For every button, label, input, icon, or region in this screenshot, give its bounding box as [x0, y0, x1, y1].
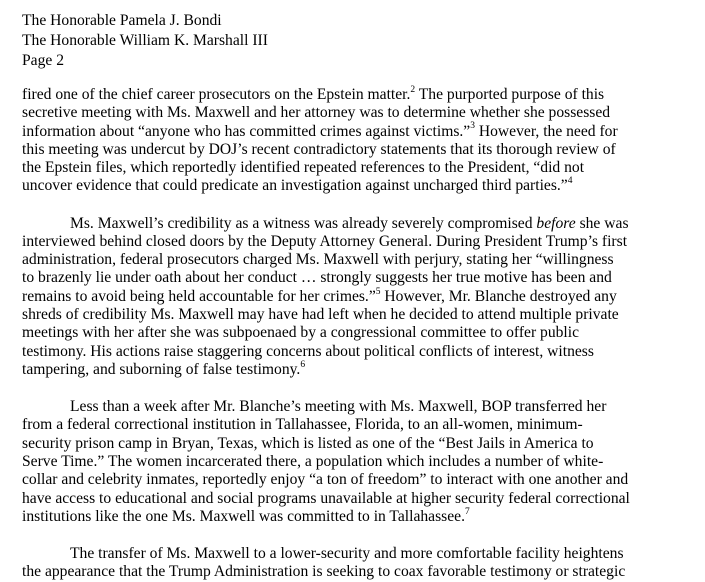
text-line: interviewed behind closed doors by the Deputy Attorney General. During President Trump’s first — [22, 232, 628, 250]
text-line: meetings with her after she was subpoenaed by a congressional committee to offer public — [22, 324, 580, 342]
paragraph-2 — [22, 215, 698, 380]
text-line: Ms. Maxwell’s credibility as a witness was already severely compromised before she was — [70, 214, 629, 232]
text-line: institutions like the one Ms. Maxwell was committed to in Tallahassee.$^7$ — [22, 506, 470, 525]
text-line: tampering, and suborning of false testimony.$^6$ — [22, 359, 306, 378]
footnote-ref-2[interactable]: 2 — [410, 84, 416, 95]
text-line: fired one of the chief career prosecutors on the Epstein matter.$^2$ The purported purpose of this — [22, 84, 605, 103]
letter-header — [22, 11, 268, 71]
paragraph-gap — [22, 379, 698, 398]
page-number: Page 2 — [22, 52, 65, 69]
text-line: collar and celebrity inmates, reportedly enjoy “a ton of freedom” to interact with one another and — [22, 471, 629, 489]
paragraph-4 — [22, 545, 698, 582]
text-line: to brazenly lie under oath about her conduct … strongly suggests her true motive has been and — [22, 269, 612, 287]
footnote-ref-7[interactable]: 7 — [464, 506, 470, 517]
paragraph-3 — [22, 398, 698, 526]
text-line: from a federal correctional institution in Tallahassee, Florida, to an all-women, minimum- — [22, 416, 583, 434]
footnote-ref-3[interactable]: 3 — [470, 121, 475, 132]
text-line: information about “anyone who has committed crimes against victims.”$^3$ However, the need for — [22, 121, 618, 140]
text-line: Less than a week after Mr. Blanche’s meeting with Ms. Maxwell, BOP transferred her — [70, 398, 607, 416]
text-line: this meeting was undercut by DOJ’s recent contradictory statements that its thorough review of — [22, 140, 616, 158]
text-line: The transfer of Ms. Maxwell to a lower-security and more comfortable facility heightens — [70, 544, 624, 562]
paragraph-gap — [22, 196, 698, 215]
letter-body — [22, 86, 698, 582]
paragraph-gap — [22, 526, 698, 545]
footnote-ref-6[interactable]: 6 — [300, 359, 306, 370]
text-line: secretive meeting with Ms. Maxwell and her attorney was to determine whether she possessed — [22, 104, 611, 122]
text-line: have access to educational and social programs unavailable at higher security federal correctional — [22, 489, 630, 507]
text-line: security prison camp in Bryan, Texas, which is listed as one of the “Best Jails in America to — [22, 434, 594, 452]
text-line: the appearance that the Trump Administration is seeking to coax favorable testimony or strategic — [22, 563, 626, 581]
paragraph-1 — [22, 86, 698, 196]
emphasis-before: before — [536, 214, 576, 232]
addressee-bondi: The Honorable Pamela J. Bondi — [22, 12, 222, 29]
text-line: uncover evidence that could predicate an investigation against uncharged third parties.”$^4$ — [22, 176, 573, 195]
text-line: shreds of credibility Ms. Maxwell may have had left when he decided to attend multiple private — [22, 306, 619, 324]
text-line: Serve Time.” The women incarcerated there, a population which includes a number of white- — [22, 452, 604, 470]
text-line: remains to avoid being held accountable for her crimes.”$^5$ However, Mr. Blanche destroyed any — [22, 286, 617, 305]
text-line: testimony. His actions raise staggering concerns about political conflicts of interest, witness — [22, 342, 594, 360]
footnote-ref-5[interactable]: 5 — [375, 286, 381, 297]
text-line: the Epstein files, which reportedly identified repeated references to the President, “did not — [22, 159, 585, 177]
text-line: administration, federal prosecutors charged Ms. Maxwell with perjury, stating her “willingness — [22, 251, 614, 269]
footnote-ref-4[interactable]: 4 — [567, 176, 573, 187]
addressee-marshall: The Honorable William K. Marshall III — [22, 32, 268, 49]
